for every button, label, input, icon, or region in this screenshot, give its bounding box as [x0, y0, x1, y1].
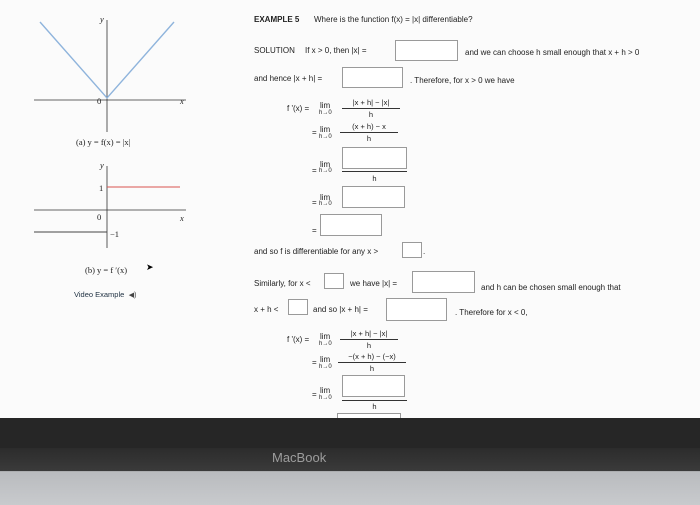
caption-a: (a) y = f(x) = |x| — [76, 137, 131, 147]
speaker-icon: ◀) — [128, 292, 137, 299]
lim-5: lim — [320, 332, 331, 341]
lim-sub-6: h→0 — [319, 364, 332, 370]
laptop-bezel — [0, 418, 700, 450]
lim-sub-3: h→0 — [319, 168, 332, 174]
answer-box-5[interactable] — [320, 214, 382, 236]
y-label-a: y — [100, 14, 104, 24]
diff-line: and so f is differentiable for any x > — [254, 247, 379, 256]
brand-label: MacBook — [272, 450, 327, 465]
lim-sub-1: h→0 — [319, 110, 332, 116]
example-label: EXAMPLE 5 — [254, 15, 300, 24]
lim-sub-7: h→0 — [319, 395, 332, 401]
answer-box-3[interactable] — [342, 147, 407, 169]
neg-line-d-a: x + h < — [254, 305, 279, 314]
lim-7: lim — [320, 386, 331, 395]
x-label-b: x — [180, 213, 184, 223]
answer-box-2[interactable] — [342, 67, 403, 88]
den-5: h — [369, 364, 375, 373]
neg-line-d-b: and so |x + h| = — [313, 305, 368, 314]
eq-7: = — [312, 390, 317, 399]
answer-box-4[interactable] — [342, 186, 405, 208]
lim-sub-2: h→0 — [319, 134, 332, 140]
num-3: |x + h| − |x| — [350, 329, 388, 338]
neg-line-c: and h can be chosen small enough that — [481, 283, 621, 292]
fprime-label-1: f '(x) = — [287, 104, 310, 113]
period: . — [423, 247, 426, 256]
y-label-b: y — [100, 160, 104, 170]
den-1: h — [368, 110, 374, 119]
video-example-link[interactable] — [74, 284, 136, 302]
eq-5: = — [312, 226, 317, 235]
answer-box-8[interactable] — [412, 271, 475, 293]
graph-abs — [30, 14, 190, 134]
lim-3: lim — [320, 160, 331, 169]
video-example-label: Video Example — [74, 290, 125, 299]
den-4: h — [366, 341, 372, 350]
minus-one-label: −1 — [110, 229, 120, 239]
origin-b: 0 — [97, 212, 102, 222]
answer-box-7[interactable] — [324, 273, 344, 289]
sol-line2-a: and hence |x + h| = — [254, 74, 323, 83]
caption-b: (b) y = f ′(x) — [85, 265, 128, 275]
eq-3: = — [312, 166, 317, 175]
num-1: |x + h| − |x| — [352, 98, 390, 107]
frac-bar-6 — [342, 400, 407, 401]
den-2: h — [366, 134, 372, 143]
frac-bar-2 — [340, 132, 398, 133]
answer-box-11[interactable] — [342, 375, 405, 397]
num-2: (x + h) − x — [352, 122, 386, 131]
num-4: −(x + h) − (−x) — [348, 352, 396, 361]
eq-6: = — [312, 358, 317, 367]
sol-line1-a: If x > 0, then |x| = — [305, 46, 367, 55]
frac-bar-4 — [340, 339, 398, 340]
sol-line1-b: and we can choose h small enough that x + h > 0 — [465, 48, 640, 57]
lim-1: lim — [320, 101, 331, 110]
answer-box-1[interactable] — [395, 40, 458, 61]
den-3: h — [372, 174, 377, 183]
frac-bar-1 — [342, 108, 400, 109]
neg-line-a: Similarly, for x < — [254, 279, 311, 288]
answer-box-6[interactable] — [402, 242, 422, 258]
neg-line-d-c: . Therefore for x < 0, — [455, 308, 528, 317]
answer-box-10[interactable] — [386, 298, 447, 321]
den-6: h — [372, 402, 377, 411]
example-question: Where is the function f(x) = |x| differentiable? — [314, 15, 473, 24]
sol-line2-b: . Therefore, for x > 0 we have — [410, 76, 515, 85]
origin-a: 0 — [97, 96, 102, 106]
answer-box-9[interactable] — [288, 299, 308, 315]
lim-6: lim — [320, 355, 331, 364]
neg-line-b: we have |x| = — [350, 279, 398, 288]
fprime-label-2: f '(x) = — [287, 335, 310, 344]
lim-4: lim — [320, 193, 331, 202]
solution-label: SOLUTION — [254, 46, 295, 55]
eq-4: = — [312, 198, 317, 207]
one-label: 1 — [99, 183, 104, 193]
x-label-a: x — [180, 96, 184, 106]
cursor-icon: ➤ — [146, 262, 154, 272]
frac-bar-5 — [338, 362, 406, 363]
eq-2: = — [312, 128, 317, 137]
laptop-chin — [0, 448, 700, 505]
lim-sub-5: h→0 — [319, 341, 332, 347]
lim-2: lim — [320, 125, 331, 134]
frac-bar-3 — [342, 171, 407, 172]
lim-sub-4: h→0 — [319, 201, 332, 207]
